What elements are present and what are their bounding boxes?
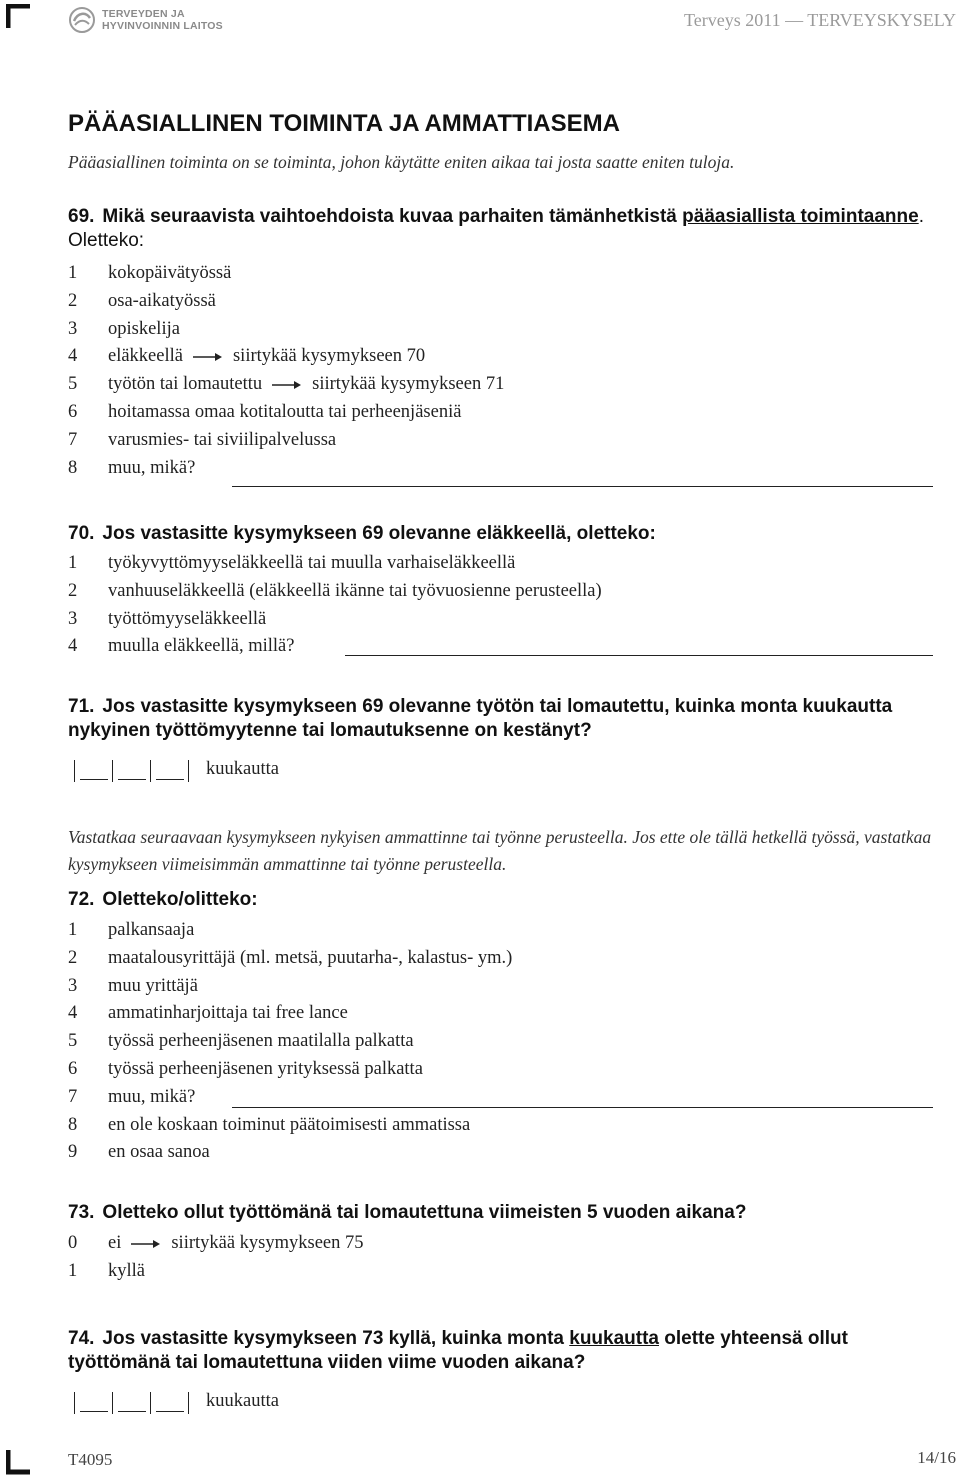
- question-number: 73.: [68, 1202, 95, 1223]
- option-label: en osaa sanoa: [108, 1142, 210, 1163]
- option-label: työssä perheenjäsenen maatilalla palkatta: [108, 1031, 414, 1052]
- option-number: 2: [68, 947, 78, 968]
- question-number: 74.: [68, 1328, 95, 1349]
- page-number: 14/16: [917, 1448, 956, 1467]
- option-number: 6: [68, 1059, 78, 1079]
- arrow-right-icon: [191, 346, 225, 367]
- option-label: opiskelija: [108, 318, 180, 339]
- option-q69-1[interactable]: [68, 263, 231, 289]
- question-number: 70.: [68, 523, 95, 544]
- option-q69-7[interactable]: [68, 430, 336, 456]
- thl-logo-icon: [68, 6, 96, 34]
- option-number: 5: [68, 374, 78, 395]
- question-text: Jos vastasitte kysymykseen 69 olevanne työtön tai lomautettu, kuinka monta kuukautta nykyinen työttömyytenne tai lomautuksenne on kestänyt?: [68, 696, 893, 741]
- unit-label-q71: kuukautta: [206, 759, 279, 779]
- answer-line-q70-other: [345, 655, 933, 656]
- option-q73-0[interactable]: [68, 1233, 364, 1259]
- option-number: 4: [68, 1003, 78, 1024]
- option-label: muu yrittäjä: [108, 975, 198, 996]
- option-q72-3[interactable]: [68, 976, 198, 1002]
- question-text: Jos vastasitte kysymykseen 69 olevanne eläkkeellä, oletteko:: [102, 523, 656, 544]
- logo-line-2: HYVINVOINNIN LAITOS: [102, 20, 223, 32]
- option-label: osa-aikatyössä: [108, 290, 216, 311]
- form-code: T4095: [68, 1450, 113, 1469]
- option-number: 2: [68, 580, 78, 601]
- option-label: eläkkeellä: [108, 346, 183, 367]
- option-label: työttömyyseläkkeellä: [108, 608, 267, 629]
- arrow-right-icon: [270, 374, 304, 395]
- question-text: Mikä seuraavista vaihtoehdoista kuvaa parhaiten tämänhetkistä: [102, 206, 677, 227]
- corner-mark-top-left: [6, 4, 32, 30]
- instruction-note: Vastatkaa seuraavaan kysymykseen nykyisen ammattinne tai työnne perusteella. Jos ette ole tällä hetkellä työssä, vastatkaa kysymykseen viimeisimmän ammattinne tai työnne perusteella.: [68, 827, 932, 874]
- option-label: palkansaaja: [108, 920, 195, 940]
- option-number: 8: [68, 1114, 78, 1135]
- option-number: 4: [68, 636, 78, 657]
- question-text-end: . Oletteko:: [68, 206, 924, 251]
- option-number: 7: [68, 429, 78, 450]
- section-intro: Pääasiallinen toiminta on se toiminta, johon käytätte eniten aikaa tai josta saatte eniten tuloja.: [68, 152, 735, 172]
- option-q70-3[interactable]: [68, 609, 266, 635]
- option-label: muulla eläkkeellä, millä?: [108, 636, 295, 657]
- option-q72-6[interactable]: [68, 1059, 423, 1085]
- option-q72-8[interactable]: [68, 1115, 470, 1141]
- question-text: Jos vastasitte kysymykseen 73 kyllä, kuinka monta: [102, 1328, 564, 1349]
- question-text-end: olette yhteensä ollut työttömänä tai lomautettuna viiden viime vuoden aikana?: [68, 1328, 848, 1373]
- option-q69-6[interactable]: [68, 402, 461, 428]
- option-q69-8[interactable]: [68, 458, 195, 484]
- option-q72-5[interactable]: [68, 1031, 414, 1057]
- option-label: ammatinharjoittaja tai free lance: [108, 1003, 348, 1024]
- survey-title: Terveys 2011 — TERVEYSKYSELY: [684, 10, 956, 30]
- option-label: kyllä: [108, 1260, 145, 1281]
- option-label: muu, mikä?: [108, 457, 196, 478]
- option-label: vanhuuseläkkeellä (eläkkeellä ikänne tai työvuosienne perusteella): [108, 580, 602, 601]
- option-number: 3: [68, 318, 78, 339]
- option-label: työkyvyttömyyseläkkeellä tai muulla varhaiseläkkeellä: [108, 553, 516, 573]
- question-71: [68, 695, 928, 743]
- option-q69-2[interactable]: [68, 291, 216, 317]
- unit-label-q74: kuukautta: [206, 1391, 279, 1411]
- option-number: 6: [68, 402, 78, 422]
- option-number: 0: [68, 1233, 78, 1253]
- months-input-q74[interactable]: [74, 1392, 194, 1414]
- months-input-q71[interactable]: [74, 760, 194, 782]
- option-redirect: siirtykää kysymykseen 70: [232, 346, 426, 367]
- question-74: [68, 1327, 928, 1375]
- option-label: en ole koskaan toiminut päätoimisesti ammatissa: [108, 1114, 471, 1135]
- answer-line-q72-other: [232, 1107, 933, 1108]
- question-70: [68, 522, 928, 546]
- option-number: 9: [68, 1142, 78, 1163]
- option-redirect: siirtykää kysymykseen 75: [171, 1233, 364, 1253]
- option-q72-4[interactable]: [68, 1003, 348, 1029]
- option-label: työtön tai lomautettu: [108, 374, 263, 395]
- option-q69-4[interactable]: [68, 346, 425, 372]
- option-label: kokopäivätyössä: [108, 263, 232, 283]
- option-number: 7: [68, 1086, 78, 1107]
- logo-line-1: TERVEYDEN JA: [102, 8, 185, 20]
- question-number: 71.: [68, 696, 95, 717]
- option-label: muu, mikä?: [108, 1086, 196, 1107]
- option-q72-9[interactable]: [68, 1142, 210, 1168]
- option-q70-4[interactable]: [68, 636, 294, 662]
- option-q73-1[interactable]: [68, 1261, 145, 1287]
- section-title: PÄÄASIALLINEN TOIMINTA JA AMMATTIASEMA: [68, 110, 620, 137]
- option-number: 5: [68, 1031, 78, 1052]
- option-number: 2: [68, 290, 78, 311]
- question-text-underlined: pääasiallista toimintaanne: [682, 206, 919, 227]
- arrow-right-icon: [129, 1233, 163, 1254]
- option-q70-2[interactable]: [68, 581, 602, 607]
- option-label: ei: [108, 1233, 122, 1253]
- option-q69-5[interactable]: [68, 374, 504, 400]
- question-73: [68, 1201, 928, 1225]
- option-number: 4: [68, 346, 78, 367]
- option-number: 1: [68, 553, 78, 573]
- option-number: 1: [68, 263, 78, 283]
- option-label: maatalousyrittäjä (ml. metsä, puutarha-, kalastus- ym.): [108, 947, 513, 968]
- option-label: työssä perheenjäsenen yrityksessä palkatta: [108, 1059, 423, 1079]
- answer-line-q69-other: [232, 486, 933, 487]
- option-number: 1: [68, 920, 78, 940]
- option-q72-2[interactable]: [68, 948, 512, 974]
- option-redirect: siirtykää kysymykseen 71: [312, 374, 505, 395]
- option-number: 3: [68, 975, 78, 996]
- option-q72-1[interactable]: [68, 920, 194, 946]
- question-text-underlined: kuukautta: [569, 1328, 659, 1349]
- option-label: varusmies- tai siviilipalvelussa: [108, 429, 337, 450]
- question-72: [68, 888, 928, 912]
- question-number: 69.: [68, 206, 95, 227]
- question-text: Oletteko ollut työttömänä tai lomautettuna viimeisten 5 vuoden aikana?: [102, 1202, 747, 1223]
- corner-mark-bottom-left: [6, 1448, 32, 1476]
- option-q69-3[interactable]: [68, 319, 180, 345]
- option-number: 3: [68, 608, 78, 629]
- option-q70-1[interactable]: [68, 553, 515, 579]
- question-69: [68, 205, 928, 253]
- option-q72-7[interactable]: [68, 1087, 195, 1113]
- option-number: 8: [68, 457, 78, 478]
- thl-logo: [68, 6, 223, 34]
- option-number: 1: [68, 1260, 78, 1281]
- option-label: hoitamassa omaa kotitaloutta tai perheenjäseniä: [108, 402, 462, 422]
- question-number: 72.: [68, 889, 95, 910]
- question-text: Oletteko/olitteko:: [102, 889, 258, 910]
